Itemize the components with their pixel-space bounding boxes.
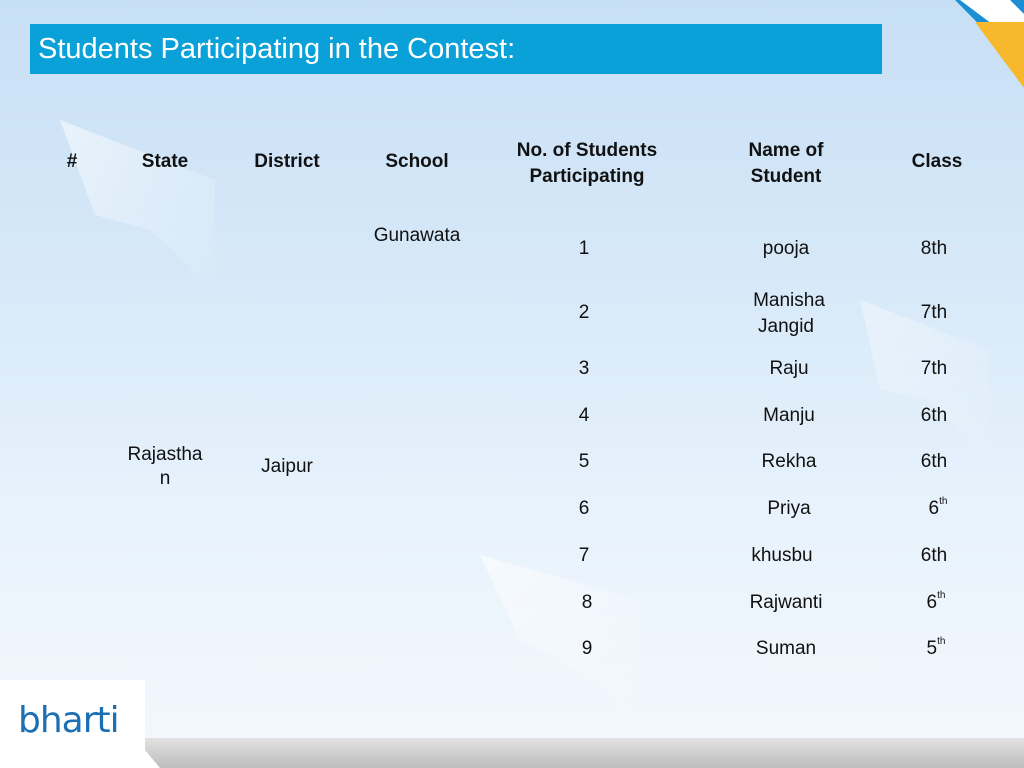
- row-9-number: 9: [581, 638, 593, 659]
- row-6-number: 6: [578, 498, 590, 519]
- state-cell-line1: Rajastha: [127, 444, 203, 465]
- row-2-name-line1: Manisha: [753, 290, 825, 311]
- header-participants-line2: Participating: [529, 166, 645, 187]
- row-4-name: Manju: [763, 405, 815, 426]
- row-2-class: 7th: [920, 302, 948, 323]
- row-3-name: Raju: [769, 358, 809, 379]
- row-9-class-number: 5: [926, 638, 938, 659]
- row-7-number: 7: [578, 545, 590, 566]
- row-9-class: [904, 638, 968, 660]
- row-3-number: 3: [578, 358, 590, 379]
- row-2-name-line2: Jangid: [758, 316, 814, 337]
- header-student-name: [716, 138, 856, 190]
- row-5-class: 6th: [920, 451, 948, 472]
- row-2-number: 2: [578, 302, 590, 323]
- row-8-class: [904, 592, 968, 614]
- district-cell: Jaipur: [261, 456, 313, 477]
- row-6-class: [906, 498, 970, 520]
- header-student-name-line1: Name of: [748, 140, 824, 161]
- header-participants: [482, 138, 692, 190]
- row-4-number: 4: [578, 405, 590, 426]
- header-participants-line1: No. of Students: [516, 140, 658, 161]
- row-6-name: Priya: [767, 498, 811, 519]
- row-4-class: 6th: [920, 405, 948, 426]
- row-3-class: 7th: [920, 358, 948, 379]
- bharti-logo: bharti: [18, 700, 119, 741]
- row-5-name: Rekha: [761, 451, 817, 472]
- header-state: State: [141, 151, 189, 172]
- header-district: District: [254, 151, 320, 172]
- header-class: Class: [911, 151, 963, 172]
- row-1-number: 1: [578, 238, 590, 259]
- row-7-name: khusbu: [751, 545, 813, 566]
- row-1-name: pooja: [762, 238, 810, 259]
- row-8-number: 8: [581, 592, 593, 613]
- row-6-class-suffix: th: [939, 496, 948, 507]
- row-7-class: 6th: [920, 545, 948, 566]
- row-8-name: Rajwanti: [749, 592, 823, 613]
- school-cell: Gunawata: [373, 225, 461, 246]
- row-1-class: 8th: [920, 238, 948, 259]
- header-student-name-line2: Student: [750, 166, 822, 187]
- slide-title: Students Participating in the Contest:: [30, 24, 882, 74]
- row-8-class-number: 6: [926, 592, 938, 613]
- row-2-name: [726, 288, 846, 340]
- header-school: School: [385, 151, 449, 172]
- row-6-class-number: 6: [928, 498, 940, 519]
- state-cell: [112, 443, 218, 491]
- row-5-number: 5: [578, 451, 590, 472]
- state-cell-line2: n: [159, 468, 171, 489]
- row-9-class-suffix: th: [937, 636, 946, 647]
- row-8-class-suffix: th: [937, 590, 946, 601]
- header-number: #: [66, 151, 78, 172]
- row-9-name: Suman: [755, 638, 817, 659]
